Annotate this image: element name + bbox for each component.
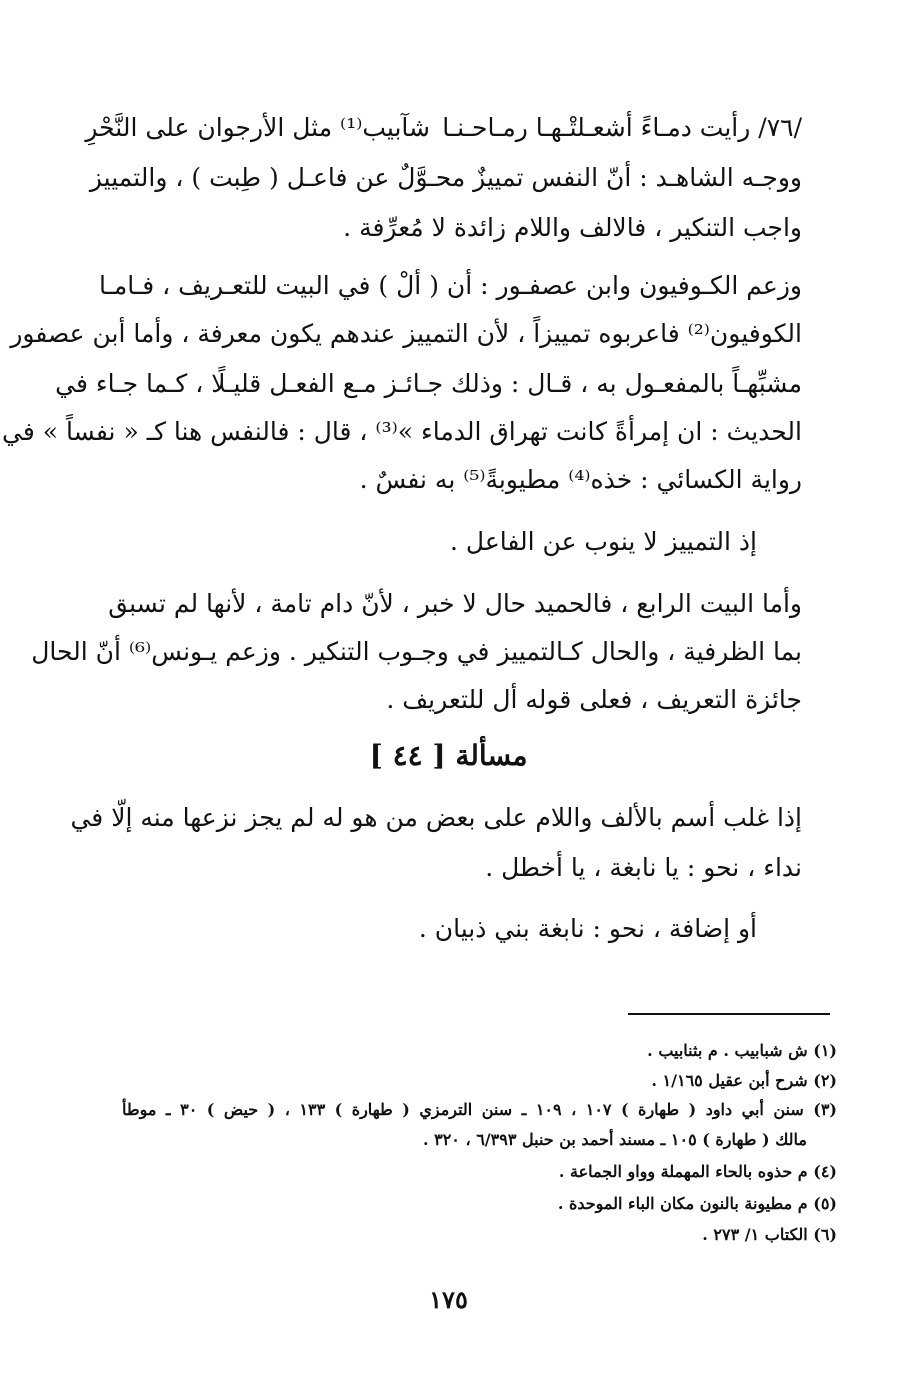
- body-line: مشبِّهـاً بالمفعـول به ، قـال : وذلك جـائـز مـع الفعـل قليـلًا ، كـما جـاء في: [55, 369, 802, 398]
- footnote: (٢) شرح أبن عقيل ١/١٦٥ .: [651, 1071, 837, 1090]
- footnote: (٤) م حذوه بالحاء المهملة وواو الجماعة .: [558, 1162, 837, 1181]
- body-line: رواية الكسائي : خذه⁽⁴⁾ مطيوبةً⁽⁵⁾ به نفسٌ .: [359, 465, 802, 494]
- body-line: الحديث : ان إمرأةً كانت تهراق الدماء »⁽³⁾ ، قال : فالنفس هنا كـ « نفساً » في: [2, 417, 802, 446]
- body-line: الكوفيون⁽²⁾ فاعربوه تمييزاً ، لأن التمييز عندهم يكون معرفة ، وأما أبن عصفور: [10, 319, 802, 348]
- body-line: وأما البيت الرابع ، فالحميد حال لا خبر ، لأنّ دام تامة ، لأنها لم تسبق: [108, 589, 802, 618]
- footnote: (١) ش شبابيب . م بثنابيب .: [647, 1041, 837, 1060]
- section-line: إذا غلب أسم بالألف واللام على بعض من هو له لم يجز نزعها منه إلّا في: [70, 803, 802, 832]
- body-line: إذ التمييز لا ينوب عن الفاعل .: [450, 527, 757, 556]
- body-line: بما الظرفية ، والحال كـالتمييز في وجـوب التنكير . وزعم يـونس⁽⁶⁾ أنّ الحال: [31, 637, 802, 666]
- section-line: نداء ، نحو : يا نابغة ، يا أخطل .: [485, 853, 802, 882]
- footnote: (٥) م مطيونة بالنون مكان الباء الموحدة .: [557, 1194, 837, 1213]
- body-line: واجب التنكير ، فالالف واللام زائدة لا مُعرِّفة .: [343, 213, 802, 242]
- page-number: ١٧٥: [429, 1285, 468, 1314]
- body-line: ووجـه الشاهـد : أنّ النفس تمييزٌ محـوَّلٌ عن فاعـل ( طِبت ) ، والتمييز: [89, 163, 802, 192]
- footnote-continuation: مالك ( طهارة ) ١٠٥ ـ مسند أحمد بن حنبل ٦/٣٩٣ ، ٣٢٠ .: [422, 1130, 807, 1149]
- body-line: وزعم الكـوفيون وابن عصفـور : أن ( ألْ ) في البيت للتعـريف ، فـامـا: [98, 271, 802, 300]
- body-line: جائزة التعريف ، فعلى قوله أل للتعريف .: [386, 685, 802, 714]
- verse-first-half: /٧٦/ رأيت دمـاءً أشعـلتْـهـا رمـاحـنـا: [442, 113, 802, 142]
- verse-second-half: شآبيب⁽¹⁾ مثل الأرجوان على النَّحْرِ: [85, 113, 430, 142]
- section-line: أو إضافة ، نحو : نابغة بني ذبيان .: [418, 914, 757, 943]
- section-heading: مسألة [ ٤٤ ]: [369, 739, 528, 772]
- footnote-divider: [628, 1013, 830, 1015]
- footnote: (٦) الكتاب ١/ ٢٧٣ .: [702, 1225, 837, 1244]
- footnote: (٣) سنن أبي داود ( طهارة ) ١٠٧ ، ١٠٩ ـ سنن الترمزي ( طهارة ) ١٣٣ ، ( حيض ) ٣٠ ـ موطأ: [122, 1100, 837, 1119]
